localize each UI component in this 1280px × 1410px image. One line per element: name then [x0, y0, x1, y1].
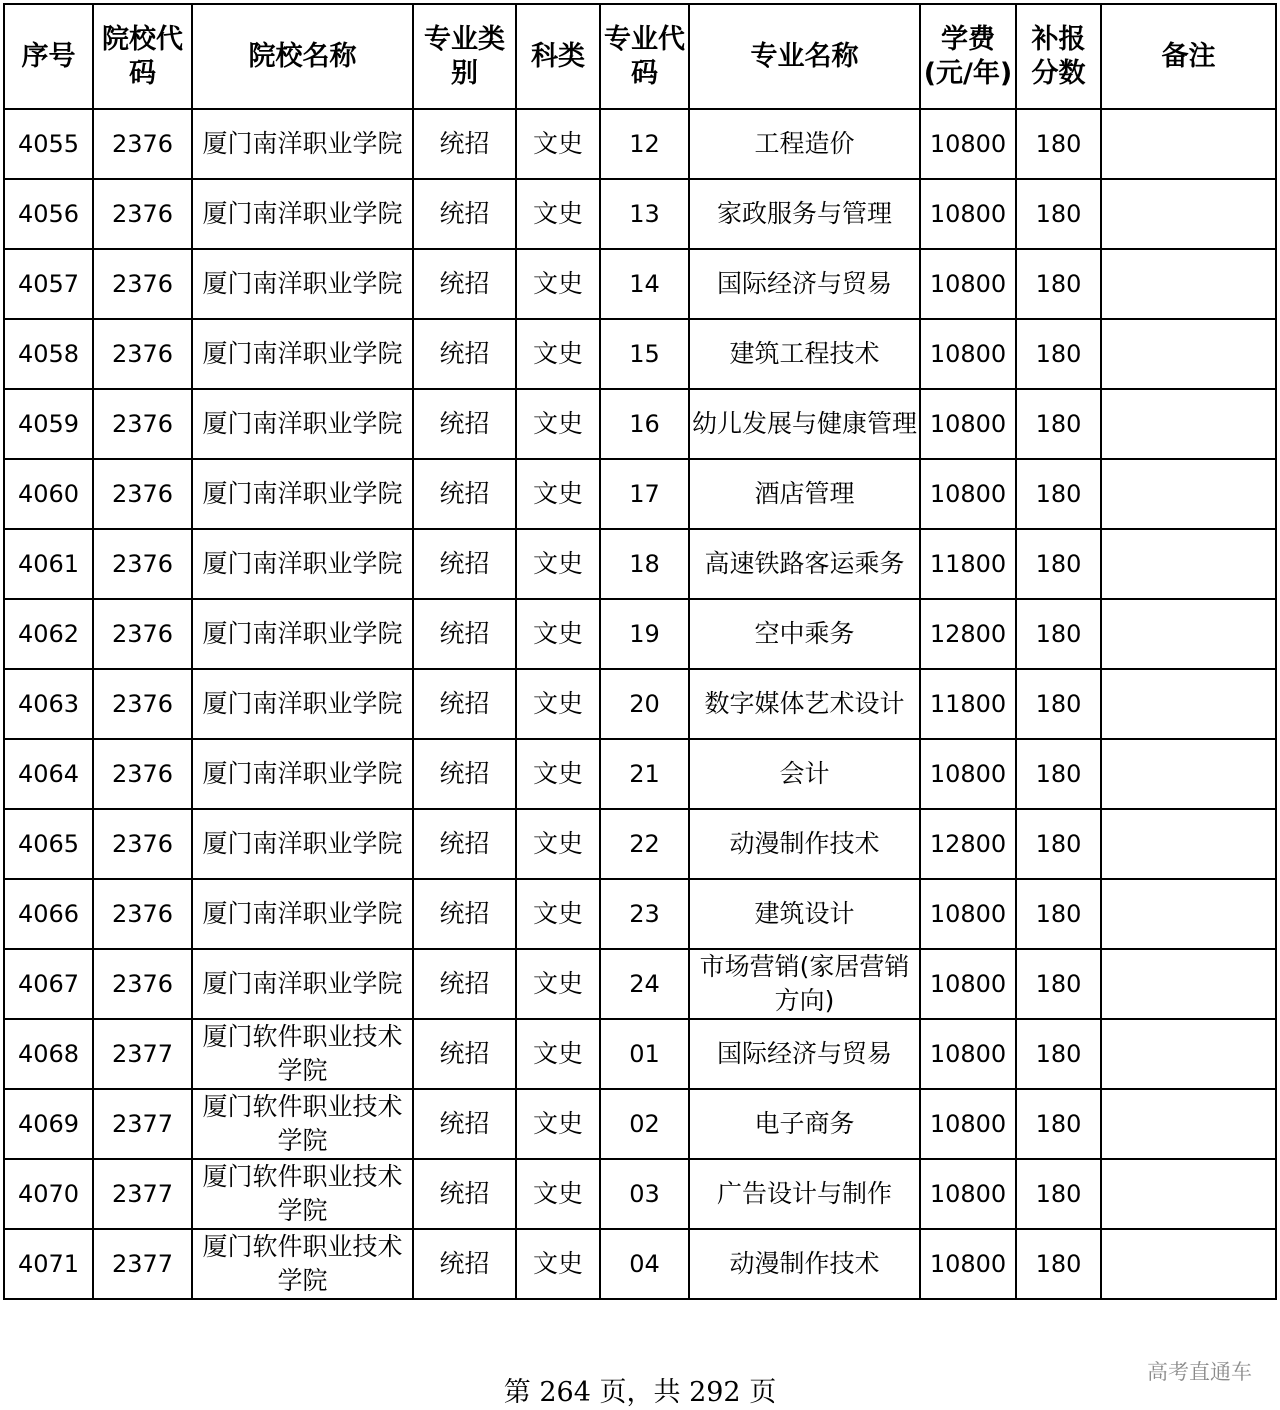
cell-remarks — [1101, 529, 1276, 599]
cell-school-code: 2376 — [93, 389, 192, 459]
cell-subject: 文史 — [516, 1229, 600, 1299]
cell-major-type: 统招 — [413, 389, 516, 459]
cell-subject: 文史 — [516, 529, 600, 599]
cell-remarks — [1101, 1159, 1276, 1229]
cell-major-code: 19 — [600, 599, 689, 669]
cell-remarks — [1101, 389, 1276, 459]
cell-score: 180 — [1016, 1159, 1101, 1229]
cell-remarks — [1101, 179, 1276, 249]
cell-major-type: 统招 — [413, 599, 516, 669]
cell-seq: 4071 — [4, 1229, 93, 1299]
col-header-school-name: 院校名称 — [192, 4, 413, 109]
table-row — [4, 1089, 1276, 1159]
table-row — [4, 179, 1276, 249]
cell-remarks — [1101, 879, 1276, 949]
cell-major-name: 电子商务 — [689, 1089, 920, 1159]
table-row — [4, 879, 1276, 949]
cell-tuition: 10800 — [920, 389, 1016, 459]
cell-seq: 4063 — [4, 669, 93, 739]
cell-tuition: 10800 — [920, 249, 1016, 319]
col-header-major-type: 专业类别 — [413, 4, 516, 109]
cell-tuition: 10800 — [920, 179, 1016, 249]
cell-subject: 文史 — [516, 669, 600, 739]
cell-major-name: 国际经济与贸易 — [689, 1019, 920, 1089]
cell-major-name: 高速铁路客运乘务 — [689, 529, 920, 599]
table-row — [4, 599, 1276, 669]
cell-school-code: 2376 — [93, 739, 192, 809]
col-header-score: 补报分数 — [1016, 4, 1101, 109]
cell-school-name: 厦门南洋职业学院 — [192, 249, 413, 319]
cell-major-name: 动漫制作技术 — [689, 1229, 920, 1299]
cell-major-code: 20 — [600, 669, 689, 739]
cell-school-code: 2376 — [93, 179, 192, 249]
cell-seq: 4057 — [4, 249, 93, 319]
cell-school-name: 厦门软件职业技术学院 — [192, 1089, 413, 1159]
table-row — [4, 389, 1276, 459]
cell-tuition: 10800 — [920, 1159, 1016, 1229]
admission-table — [3, 3, 1277, 1300]
cell-remarks — [1101, 809, 1276, 879]
table-row — [4, 249, 1276, 319]
cell-major-name: 酒店管理 — [689, 459, 920, 529]
cell-school-name: 厦门南洋职业学院 — [192, 949, 413, 1019]
cell-subject: 文史 — [516, 1019, 600, 1089]
cell-major-name: 国际经济与贸易 — [689, 249, 920, 319]
cell-score: 180 — [1016, 459, 1101, 529]
table-row — [4, 1019, 1276, 1089]
cell-school-code: 2377 — [93, 1229, 192, 1299]
cell-score: 180 — [1016, 179, 1101, 249]
cell-score: 180 — [1016, 529, 1101, 599]
cell-tuition: 12800 — [920, 599, 1016, 669]
cell-remarks — [1101, 599, 1276, 669]
cell-school-name: 厦门南洋职业学院 — [192, 179, 413, 249]
cell-school-name: 厦门南洋职业学院 — [192, 389, 413, 459]
cell-remarks — [1101, 739, 1276, 809]
cell-score: 180 — [1016, 949, 1101, 1019]
cell-school-code: 2377 — [93, 1089, 192, 1159]
cell-school-name: 厦门南洋职业学院 — [192, 669, 413, 739]
cell-major-type: 统招 — [413, 1019, 516, 1089]
cell-tuition: 11800 — [920, 529, 1016, 599]
cell-remarks — [1101, 1019, 1276, 1089]
cell-major-type: 统招 — [413, 1229, 516, 1299]
cell-major-code: 24 — [600, 949, 689, 1019]
cell-school-code: 2376 — [93, 249, 192, 319]
cell-tuition: 10800 — [920, 879, 1016, 949]
cell-major-code: 04 — [600, 1229, 689, 1299]
cell-major-type: 统招 — [413, 739, 516, 809]
cell-tuition: 10800 — [920, 949, 1016, 1019]
cell-school-name: 厦门南洋职业学院 — [192, 809, 413, 879]
table-header — [4, 4, 1276, 109]
cell-school-name: 厦门软件职业技术学院 — [192, 1229, 413, 1299]
table-row — [4, 319, 1276, 389]
cell-remarks — [1101, 669, 1276, 739]
cell-score: 180 — [1016, 1019, 1101, 1089]
cell-tuition: 10800 — [920, 459, 1016, 529]
cell-school-code: 2376 — [93, 809, 192, 879]
table-row — [4, 459, 1276, 529]
col-header-seq: 序号 — [4, 4, 93, 109]
cell-tuition: 12800 — [920, 809, 1016, 879]
cell-major-type: 统招 — [413, 109, 516, 179]
cell-score: 180 — [1016, 389, 1101, 459]
cell-major-code: 01 — [600, 1019, 689, 1089]
cell-tuition: 10800 — [920, 109, 1016, 179]
cell-major-type: 统招 — [413, 179, 516, 249]
cell-tuition: 10800 — [920, 319, 1016, 389]
cell-score: 180 — [1016, 879, 1101, 949]
cell-subject: 文史 — [516, 949, 600, 1019]
cell-major-code: 03 — [600, 1159, 689, 1229]
cell-school-code: 2376 — [93, 109, 192, 179]
table-row — [4, 739, 1276, 809]
cell-major-name: 工程造价 — [689, 109, 920, 179]
cell-seq: 4068 — [4, 1019, 93, 1089]
cell-major-name: 空中乘务 — [689, 599, 920, 669]
cell-seq: 4055 — [4, 109, 93, 179]
cell-remarks — [1101, 319, 1276, 389]
cell-subject: 文史 — [516, 739, 600, 809]
cell-major-name: 建筑工程技术 — [689, 319, 920, 389]
cell-seq: 4056 — [4, 179, 93, 249]
table-row — [4, 809, 1276, 879]
cell-major-type: 统招 — [413, 319, 516, 389]
cell-major-code: 15 — [600, 319, 689, 389]
cell-seq: 4060 — [4, 459, 93, 529]
cell-tuition: 10800 — [920, 1019, 1016, 1089]
cell-major-name: 广告设计与制作 — [689, 1159, 920, 1229]
table-row — [4, 669, 1276, 739]
cell-major-name: 数字媒体艺术设计 — [689, 669, 920, 739]
cell-seq: 4067 — [4, 949, 93, 1019]
cell-school-code: 2376 — [93, 669, 192, 739]
cell-major-type: 统招 — [413, 1089, 516, 1159]
cell-remarks — [1101, 249, 1276, 319]
cell-remarks — [1101, 109, 1276, 179]
cell-school-name: 厦门南洋职业学院 — [192, 739, 413, 809]
cell-seq: 4065 — [4, 809, 93, 879]
cell-subject: 文史 — [516, 319, 600, 389]
cell-tuition: 10800 — [920, 1229, 1016, 1299]
cell-major-code: 18 — [600, 529, 689, 599]
col-header-school-code: 院校代码 — [93, 4, 192, 109]
cell-school-name: 厦门软件职业技术学院 — [192, 1019, 413, 1089]
cell-seq: 4062 — [4, 599, 93, 669]
cell-major-type: 统招 — [413, 459, 516, 529]
cell-score: 180 — [1016, 809, 1101, 879]
cell-remarks — [1101, 459, 1276, 529]
cell-school-code: 2376 — [93, 879, 192, 949]
cell-score: 180 — [1016, 1089, 1101, 1159]
table-row — [4, 1229, 1276, 1299]
cell-tuition: 10800 — [920, 1089, 1016, 1159]
col-header-major-name: 专业名称 — [689, 4, 920, 109]
cell-school-code: 2377 — [93, 1019, 192, 1089]
cell-school-name: 厦门南洋职业学院 — [192, 319, 413, 389]
col-header-major-code: 专业代码 — [600, 4, 689, 109]
cell-major-code: 12 — [600, 109, 689, 179]
cell-score: 180 — [1016, 109, 1101, 179]
col-header-subject: 科类 — [516, 4, 600, 109]
cell-major-code: 02 — [600, 1089, 689, 1159]
cell-major-code: 13 — [600, 179, 689, 249]
table-row — [4, 949, 1276, 1019]
cell-major-type: 统招 — [413, 529, 516, 599]
cell-score: 180 — [1016, 1229, 1101, 1299]
cell-seq: 4058 — [4, 319, 93, 389]
table-body — [4, 109, 1276, 1299]
cell-subject: 文史 — [516, 389, 600, 459]
cell-major-type: 统招 — [413, 809, 516, 879]
cell-remarks — [1101, 949, 1276, 1019]
cell-score: 180 — [1016, 599, 1101, 669]
cell-major-name: 市场营销(家居营销方向) — [689, 949, 920, 1019]
cell-major-type: 统招 — [413, 669, 516, 739]
cell-subject: 文史 — [516, 249, 600, 319]
cell-score: 180 — [1016, 249, 1101, 319]
cell-score: 180 — [1016, 319, 1101, 389]
cell-score: 180 — [1016, 669, 1101, 739]
table-row — [4, 529, 1276, 599]
cell-major-name: 家政服务与管理 — [689, 179, 920, 249]
cell-subject: 文史 — [516, 599, 600, 669]
table-row — [4, 1159, 1276, 1229]
cell-seq: 4059 — [4, 389, 93, 459]
cell-tuition: 10800 — [920, 739, 1016, 809]
cell-school-code: 2376 — [93, 319, 192, 389]
cell-major-name: 动漫制作技术 — [689, 809, 920, 879]
cell-major-code: 22 — [600, 809, 689, 879]
cell-major-name: 幼儿发展与健康管理 — [689, 389, 920, 459]
cell-major-code: 23 — [600, 879, 689, 949]
cell-subject: 文史 — [516, 459, 600, 529]
cell-major-name: 会计 — [689, 739, 920, 809]
cell-school-code: 2376 — [93, 459, 192, 529]
cell-school-name: 厦门软件职业技术学院 — [192, 1159, 413, 1229]
watermark: 高考直通车 — [1147, 1360, 1252, 1384]
cell-major-type: 统招 — [413, 949, 516, 1019]
cell-school-code: 2376 — [93, 599, 192, 669]
cell-tuition: 11800 — [920, 669, 1016, 739]
cell-major-type: 统招 — [413, 879, 516, 949]
cell-school-name: 厦门南洋职业学院 — [192, 529, 413, 599]
cell-school-name: 厦门南洋职业学院 — [192, 459, 413, 529]
cell-seq: 4064 — [4, 739, 93, 809]
cell-seq: 4069 — [4, 1089, 93, 1159]
page-number: 第 264 页，共 292 页 — [503, 1377, 777, 1408]
cell-seq: 4066 — [4, 879, 93, 949]
cell-subject: 文史 — [516, 1089, 600, 1159]
cell-seq: 4061 — [4, 529, 93, 599]
cell-major-code: 21 — [600, 739, 689, 809]
cell-subject: 文史 — [516, 1159, 600, 1229]
cell-major-name: 建筑设计 — [689, 879, 920, 949]
cell-subject: 文史 — [516, 109, 600, 179]
cell-remarks — [1101, 1229, 1276, 1299]
cell-remarks — [1101, 1089, 1276, 1159]
cell-major-type: 统招 — [413, 249, 516, 319]
cell-score: 180 — [1016, 739, 1101, 809]
cell-seq: 4070 — [4, 1159, 93, 1229]
cell-school-code: 2376 — [93, 949, 192, 1019]
cell-subject: 文史 — [516, 179, 600, 249]
cell-school-code: 2376 — [93, 529, 192, 599]
cell-major-code: 16 — [600, 389, 689, 459]
cell-school-name: 厦门南洋职业学院 — [192, 879, 413, 949]
cell-major-code: 14 — [600, 249, 689, 319]
cell-major-type: 统招 — [413, 1159, 516, 1229]
cell-major-code: 17 — [600, 459, 689, 529]
cell-school-name: 厦门南洋职业学院 — [192, 599, 413, 669]
col-header-tuition: 学费(元/年) — [920, 4, 1016, 109]
table-row — [4, 109, 1276, 179]
header-row — [4, 4, 1276, 109]
cell-school-code: 2377 — [93, 1159, 192, 1229]
col-header-remarks: 备注 — [1101, 4, 1276, 109]
cell-subject: 文史 — [516, 809, 600, 879]
cell-school-name: 厦门南洋职业学院 — [192, 109, 413, 179]
cell-subject: 文史 — [516, 879, 600, 949]
